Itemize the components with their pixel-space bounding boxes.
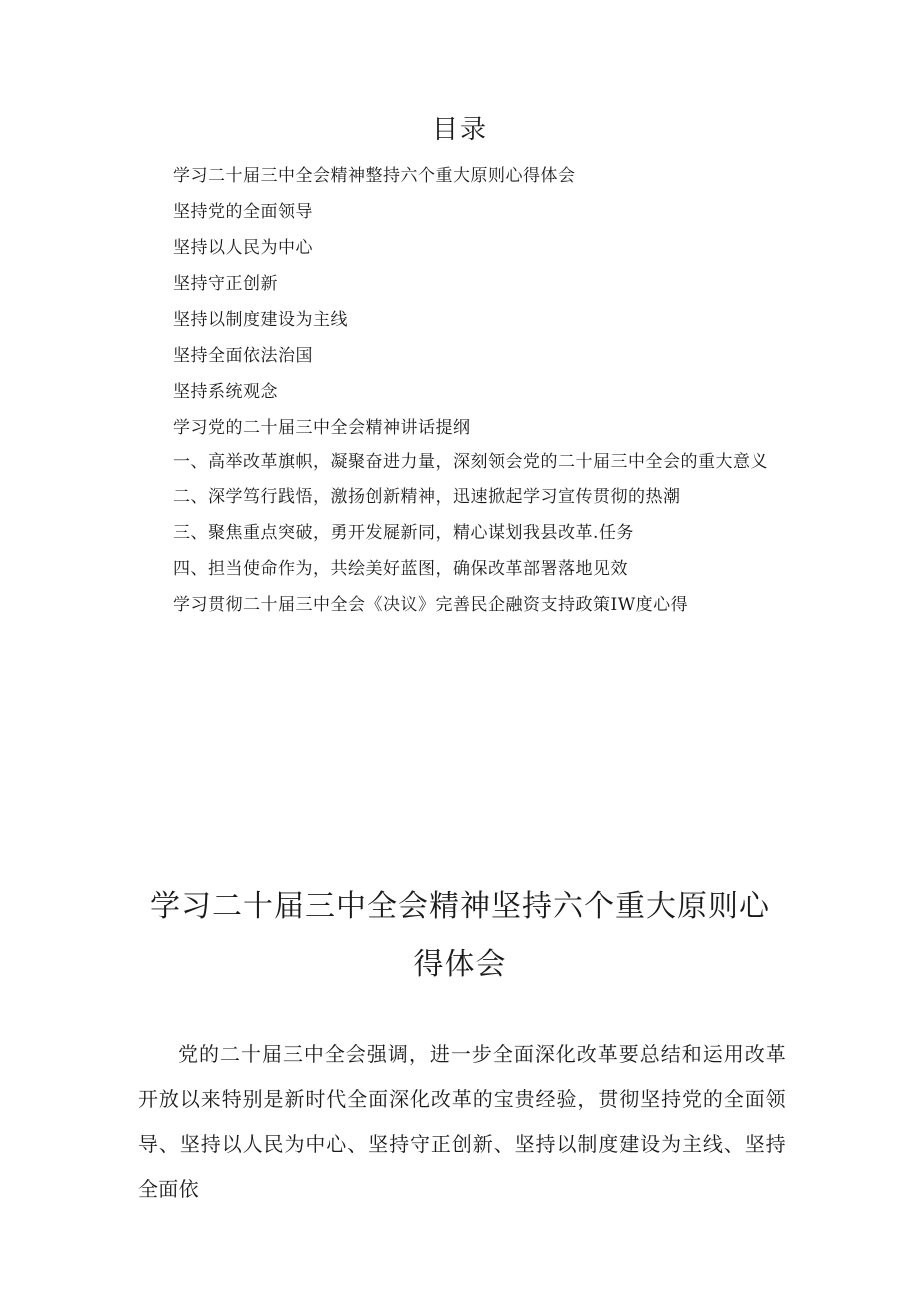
toc-item[interactable]: 学习贯彻二十届三中全会《决议》完善民企融资支持政策IW度心得 [173,595,689,615]
toc-item[interactable]: 坚持全面依法治国 [173,346,313,366]
toc-item[interactable]: 坚持守正创新 [173,274,278,294]
toc-item[interactable]: 三、聚焦重点突破，勇开发屣新同，精心谋划我县改革.任务 [173,523,634,543]
toc-list [138,158,788,623]
toc-item[interactable]: 坚持系统观念 [173,382,278,402]
toc-item[interactable]: 学习二十届三中全会精神整持六个重大原则心得体会 [173,166,576,186]
article-paragraph: 党的二十届三中全会强调，进一步全面深化改革要总结和运用改革开放以来特别是新时代全面深化改革的宝贵经验，贯彻坚持党的全面领导、坚持以人民为中心、坚持守正创新、坚持以制度建设为主线、坚持全面依 [138,1042,786,1201]
toc-item[interactable]: 一、高举改革旗帜，凝聚奋进力量，深刻领会党的二十届三中全会的重大意义 [173,452,768,472]
toc-item[interactable]: 二、深学笃行践悟，激扬创新精神，迅速掀起学习宣传贯彻的热潮 [173,487,681,507]
toc-item[interactable]: 学习党的二十届三中全会精神讲话提纲 [173,418,471,438]
article-title: 学习二十届三中全会精神坚持六个重大原则心得体会 [150,889,770,982]
toc-item[interactable]: 坚持以人民为中心 [173,238,313,258]
toc-item[interactable]: 坚持以制度建设为主线 [173,310,348,330]
toc-title: 目录 [431,115,488,145]
toc-item[interactable]: 坚持党的全面领导 [173,202,313,222]
toc-item[interactable]: 四、担当使命作为，共绘美好蓝图，确保改革部署落地见效 [173,559,628,579]
